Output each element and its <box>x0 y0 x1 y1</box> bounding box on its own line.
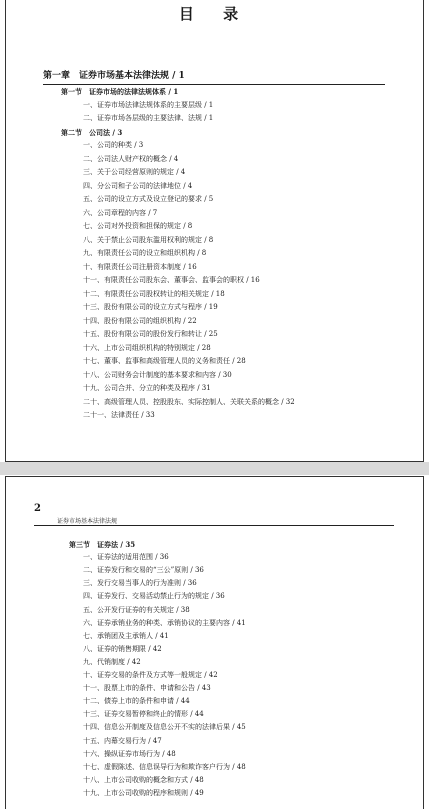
toc-entry: 二、证券市场各层级的主要法律、法规 / 1 <box>83 114 214 122</box>
toc-entry: 十、证券交易的条件及方式等一般规定 / 42 <box>83 671 218 679</box>
toc-entry: 五、公开发行证券的有关规定 / 38 <box>83 605 190 614</box>
toc-entry: 一、证券法的适用范围 / 36 <box>83 553 169 562</box>
chapter-rule <box>43 84 385 85</box>
toc-entry: 十二、债券上市的条件和申请 / 44 <box>83 697 190 706</box>
toc-entry: 一、公司的种类 / 3 <box>83 141 144 149</box>
toc-entry: 八、关于禁止公司股东滥用权利的规定 / 8 <box>83 235 214 244</box>
section-heading: 第三节 证券法 / 35 <box>69 540 136 549</box>
toc-entry: 十八、公司财务会计制度的基本要求和内容 / 30 <box>83 370 232 379</box>
chapter-heading: 第一章 证券市场基本法律法规 / 1 <box>43 71 185 81</box>
toc-entry: 二、公司法人财产权的概念 / 4 <box>83 154 179 163</box>
header-rule <box>34 525 394 526</box>
toc-entry: 五、公司的设立方式及设立登记的要求 / 5 <box>83 195 214 203</box>
toc-entry: 十三、证券交易暂停和终止的情形 / 44 <box>83 710 204 719</box>
toc-entry: 十五、内幕交易行为 / 47 <box>83 736 162 745</box>
toc-entry: 二十、高级管理人员、控股股东、实际控制人、关联关系的概念 / 32 <box>83 397 295 406</box>
toc-entry: 十六、上市公司组织机构的特别规定 / 28 <box>83 343 211 352</box>
toc-entry: 四、证券发行、交易活动禁止行为的规定 / 36 <box>83 592 225 601</box>
toc-entry: 十、有限责任公司注册资本制度 / 16 <box>83 262 197 271</box>
running-head: 证券市场基本法律法规 <box>57 518 118 525</box>
toc-entry: 六、公司章程的内容 / 7 <box>83 208 158 217</box>
toc-entry: 十八、上市公司收购的概念和方式 / 48 <box>83 775 204 784</box>
toc-entry: 九、有限责任公司的设立和组织机构 / 8 <box>83 249 207 257</box>
toc-entry: 十三、股份有限公司的设立方式与程序 / 19 <box>83 303 218 311</box>
toc-entry: 十四、信息公开制度及信息公开不实的法律后果 / 45 <box>83 723 246 732</box>
toc-entry: 十九、公司合并、分立的种类及程序 / 31 <box>83 384 211 392</box>
toc-entry: 十一、股票上市的条件、申请和公告 / 43 <box>83 684 211 693</box>
toc-entry: 十九、上市公司收购的程序和规则 / 49 <box>83 788 204 797</box>
toc-entry: 三、关于公司经营原则的规定 / 4 <box>83 168 186 176</box>
toc-entry: 八、证券的销售期限 / 42 <box>83 644 162 653</box>
page-gap <box>0 462 429 475</box>
toc-entry: 七、承销团及主承销人 / 41 <box>83 631 169 640</box>
toc-entry: 六、证券承销业务的种类、承销协议的主要内容 / 41 <box>83 618 246 627</box>
toc-title: 目 录 <box>178 5 251 23</box>
toc-entry: 十七、董事、监事和高级管理人员的义务和责任 / 28 <box>83 357 246 365</box>
toc-entry: 十四、股份有限公司的组织机构 / 22 <box>83 316 197 325</box>
toc-entry: 十一、有限责任公司股东会、董事会、监事会的职权 / 16 <box>83 276 260 284</box>
toc-entry: 十七、虚假陈述、信息误导行为和欺诈客户行为 / 48 <box>83 762 246 771</box>
section-heading: 第一节 证券市场的法律法规体系 / 1 <box>61 87 179 96</box>
toc-entry: 二十一、法律责任 / 33 <box>83 411 155 419</box>
toc-entry: 二、证券发行和交易的“三公”原则 / 36 <box>83 566 204 575</box>
toc-entry: 一、证券市场法律法规体系的主要层级 / 1 <box>83 100 214 109</box>
toc-entry: 九、代销制度 / 42 <box>83 657 141 666</box>
toc-entry: 十六、操纵证券市场行为 / 48 <box>83 749 176 758</box>
toc-page-2 <box>5 476 424 809</box>
toc-entry: 十二、有限责任公司股权转让的相关规定 / 18 <box>83 289 225 298</box>
section-heading: 第二节 公司法 / 3 <box>61 127 123 137</box>
page-number: 2 <box>34 503 41 514</box>
toc-entry: 三、发行交易当事人的行为准则 / 36 <box>83 579 197 588</box>
toc-entry: 七、公司对外投资和担保的规定 / 8 <box>83 222 193 230</box>
toc-entry: 四、分公司和子公司的法律地位 / 4 <box>83 181 193 190</box>
toc-page-1 <box>5 0 424 462</box>
toc-entry: 十五、股份有限公司的股份发行和转让 / 25 <box>83 330 218 338</box>
